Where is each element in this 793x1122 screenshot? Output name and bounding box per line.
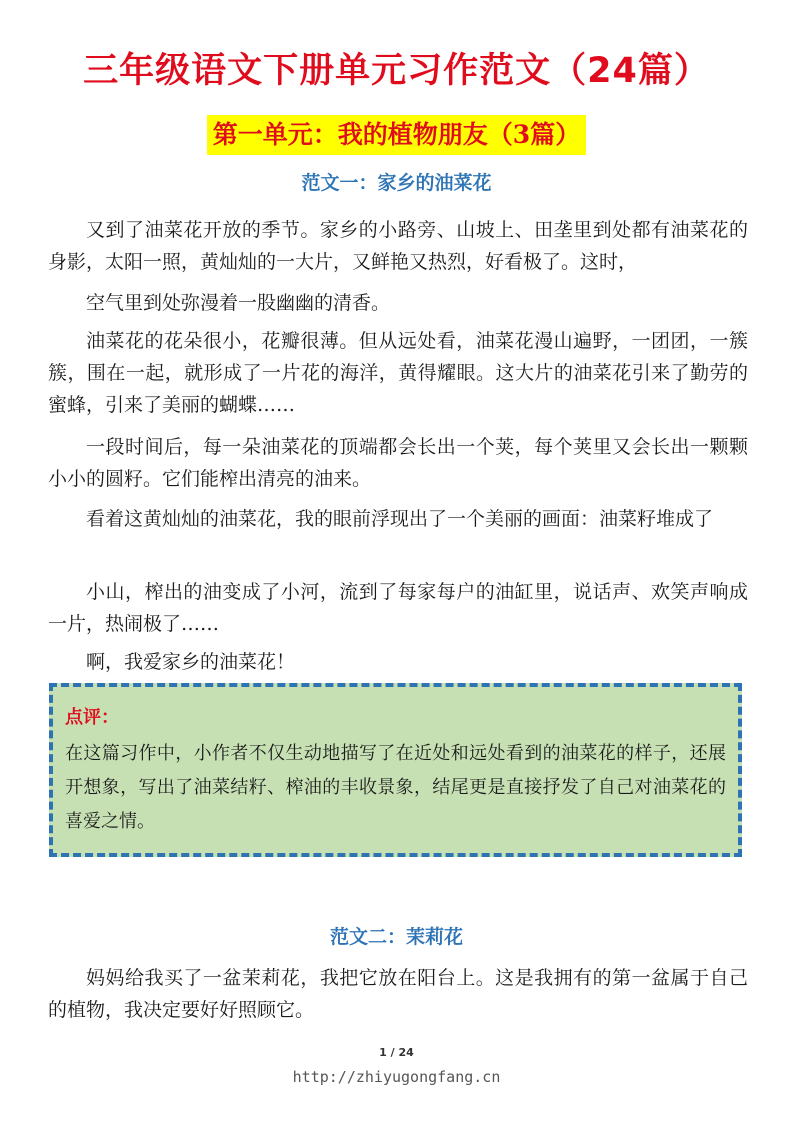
essay-1-paragraph: 看着这黄灿灿的油菜花，我的眼前浮现出了一个美丽的画面：油菜籽堆成了 — [86, 508, 714, 530]
essay-1-paragraph: 啊，我爱家乡的油菜花！ — [86, 651, 296, 673]
essay-1-paragraph: 空气里到处弥漫着一股幽幽的清香。 — [86, 292, 391, 314]
comment-label: 点评： — [65, 707, 119, 728]
essay-1-paragraph: 一段时间后，每一朵油菜花的顶端都会长出一个荚，每个荚里又会长出一颗颗小小的圆籽。它们能榨出清亮的油来。 — [48, 436, 748, 490]
document-title: 三年级语文下册单元习作范文（24篇） — [83, 51, 710, 91]
unit-heading — [0, 115, 793, 155]
essay-1-paragraph: 小山，榨出的油变成了小河，流到了每家每户的油缸里，说话声、欢笑声响成一片，热闹极了…… — [48, 581, 748, 635]
page-number: 1 / 24 — [379, 1046, 414, 1059]
essay-1-title: 范文一：家乡的油菜花 — [301, 172, 492, 194]
essay-1-paragraph: 油菜花的花朵很小，花瓣很薄。但从远处看，油菜花漫山遍野，一团团，一簇簇，围在一起，就形成了一片花的海洋，黄得耀眼。这大片的油菜花引来了勤劳的蜜蜂，引来了美丽的蝴蝶…… — [48, 330, 748, 416]
essay-2-title: 范文二：茉莉花 — [329, 926, 463, 948]
essay-2-paragraph: 妈妈给我买了一盆茉莉花，我把它放在阳台上。这是我拥有的第一盆属于自己的植物，我决定要好好照顾它。 — [48, 967, 748, 1021]
essay-1-paragraph: 又到了油菜花开放的季节。家乡的小路旁、山坡上、田垄里到处都有油菜花的身影，太阳一照，黄灿灿的一大片，又鲜艳又热烈，好看极了。这时， — [48, 219, 748, 273]
comment-text: 在这篇习作中，小作者不仅生动地描写了在近处和远处看到的油菜花的样子，还展开想象，写出了油菜结籽、榨油的丰收景象，结尾更是直接抒发了自己对油菜花的喜爱之情。 — [65, 743, 726, 832]
comment-box — [49, 683, 742, 857]
footer-url[interactable]: http://zhiyugongfang.cn — [292, 1068, 501, 1086]
unit-title: 第一单元：我的植物朋友（3篇） — [207, 115, 586, 155]
